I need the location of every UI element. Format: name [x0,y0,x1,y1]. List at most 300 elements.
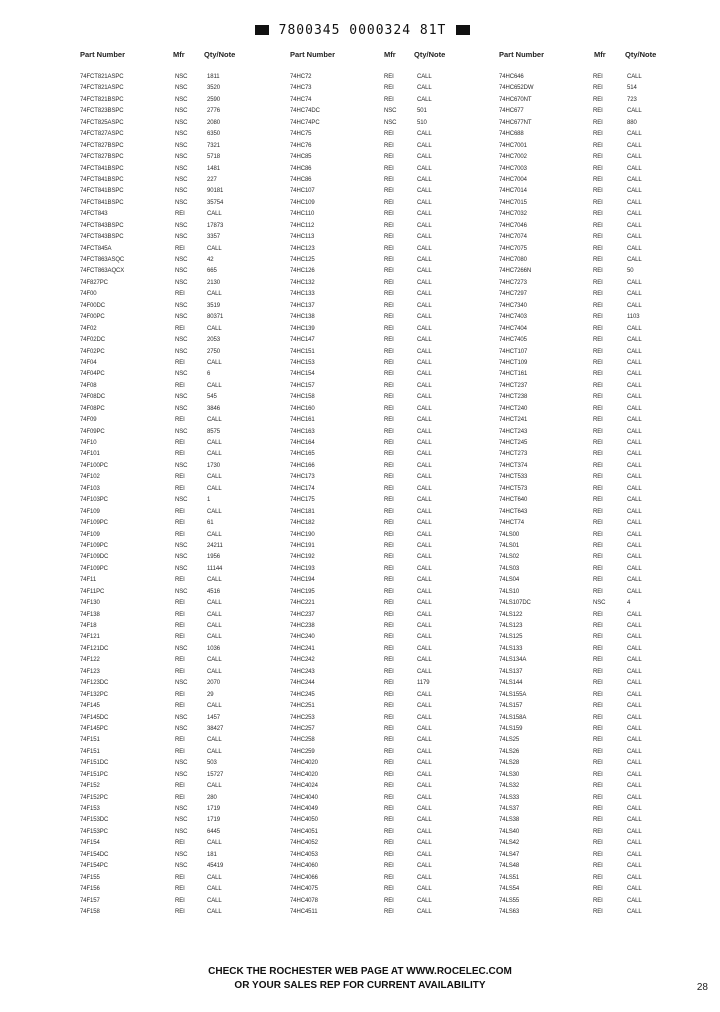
qty-note-cell: CALL [417,657,432,664]
table-row [290,474,460,485]
qty-note-cell: CALL [627,783,642,790]
mfr-cell: REI [593,714,603,721]
qty-note-cell: CALL [207,668,222,675]
table-row [290,74,460,85]
mfr-cell: REI [384,600,394,607]
table-row [80,726,250,737]
mfr-cell: REI [593,325,603,332]
table-row [290,863,460,874]
qty-note-cell: CALL [417,485,432,492]
table-row [290,451,460,462]
part-number-cell: 74HC244 [290,680,315,687]
qty-note-cell: CALL [207,417,222,424]
mfr-cell: NSC [384,108,397,115]
qty-note-cell: CALL [417,760,432,767]
qty-note-cell: 11144 [207,565,223,572]
qty-note-cell: CALL [627,508,642,515]
part-number-cell: 74HC7004 [499,176,527,183]
mfr-cell: REI [593,680,603,687]
mfr-cell: REI [593,245,603,252]
table-row [80,383,250,394]
table-row [80,612,250,623]
part-number-cell: 74HC175 [290,497,315,504]
mfr-cell: REI [593,645,603,652]
qty-note-cell: CALL [417,314,432,321]
part-number-cell: 74F109DC [80,554,109,561]
mfr-cell: REI [384,691,394,698]
qty-note-cell: CALL [417,623,432,629]
mfr-cell: NSC [175,131,188,138]
table-row [290,314,460,325]
qty-note-cell: CALL [417,714,432,721]
part-number-cell: 74HC75 [290,131,312,138]
table-row [290,463,460,474]
mfr-cell: REI [384,199,394,206]
qty-note-cell: CALL [627,760,642,767]
qty-note-cell: 61 [207,520,214,527]
table-row [80,875,250,886]
part-number-cell: 74F18 [80,623,97,629]
part-number-cell: 74HC190 [290,531,315,538]
part-number-cell: 74F153DC [80,817,109,824]
table-row [499,760,669,771]
mfr-cell: REI [384,302,394,309]
part-number-cell: 74FCT827BSPC [80,154,124,161]
mfr-cell: REI [384,794,394,801]
mfr-cell: REI [593,348,603,355]
table-row [80,886,250,897]
part-number-cell: 74LS32 [499,783,520,790]
part-number-cell: 74LS03 [499,565,520,572]
qty-note-cell: 1719 [207,817,220,824]
mfr-cell: REI [175,531,185,538]
mfr-cell: NSC [175,119,188,126]
mfr-cell: REI [384,554,394,561]
table-row [290,97,460,108]
mfr-cell: NSC [175,234,188,241]
part-number-cell: 74F109PC [80,565,108,572]
table-row [499,783,669,794]
part-number-cell: 74HC107 [290,188,315,195]
qty-note-cell: CALL [207,908,222,915]
qty-note-cell: CALL [417,176,432,183]
part-number-cell: 74HC138 [290,314,315,321]
part-number-cell: 74F145PC [80,725,108,732]
qty-note-cell: CALL [627,714,642,721]
mfr-cell: NSC [593,600,606,607]
part-number-cell: 74HC237 [290,611,315,618]
part-number-cell: 74LS159 [499,725,523,732]
qty-note-cell: CALL [417,645,432,652]
qty-note-cell: CALL [627,554,642,561]
part-number-cell: 74HC7015 [499,199,527,206]
qty-note-cell: CALL [417,291,432,298]
table-row [499,589,669,600]
mfr-cell: REI [593,691,603,698]
part-number-cell: 74F827PC [80,279,108,286]
table-row [290,440,460,451]
mfr-cell: NSC [175,279,188,286]
part-number-cell: 74FCT841BSPC [80,199,124,206]
mfr-cell: REI [384,257,394,263]
part-number-cell: 74HCT109 [499,359,528,366]
part-number-cell: 74F153PC [80,828,108,835]
part-number-cell: 74HC7340 [499,302,527,309]
mfr-cell: REI [384,234,394,241]
table-row [290,200,460,211]
part-number-cell: 74HC194 [290,577,315,584]
mfr-cell: NSC [175,394,188,401]
part-number-cell: 74HC4020 [290,771,318,778]
qty-note-cell: CALL [417,737,432,744]
qty-note-cell: CALL [627,623,642,629]
table-row [290,692,460,703]
mfr-cell: REI [593,588,603,595]
qty-note-cell: CALL [627,725,642,732]
table-row [290,246,460,257]
footer-line-2: OR YOUR SALES REP FOR CURRENT AVAILABILITY [234,980,486,991]
qty-note-cell: CALL [207,474,222,481]
qty-note-cell: CALL [417,268,432,275]
part-number-cell: 74FCT843 [80,211,108,218]
part-number-cell: 74HC151 [290,348,315,355]
mfr-cell: NSC [175,851,188,858]
parts-rows [499,74,669,920]
mfr-cell: REI [593,748,603,755]
qty-note-cell: CALL [627,371,642,378]
part-number-cell: 74HC74PC [290,119,320,126]
part-number-cell: 74HC4051 [290,828,318,835]
table-row [80,600,250,611]
qty-note-cell: CALL [627,302,642,309]
part-number-cell: 74HC7080 [499,257,527,263]
table-row [290,898,460,909]
mfr-cell: REI [384,817,394,824]
part-number-cell: 74HC677NT [499,119,532,126]
mfr-cell: REI [593,359,603,366]
column-header [499,50,669,64]
table-row [290,154,460,165]
mfr-cell: REI [593,623,603,629]
part-number-cell: 74F102 [80,474,100,481]
part-number-cell: 74HC4060 [290,863,318,870]
table-row [80,429,250,440]
table-row [290,268,460,279]
table-row [499,657,669,668]
part-number-cell: 74F00PC [80,314,105,321]
part-number-cell: 74LS26 [499,748,520,755]
qty-note-cell: 24211 [207,542,223,549]
table-row [80,177,250,188]
qty-note-cell: CALL [627,691,642,698]
qty-note-cell: CALL [417,497,432,504]
qty-note-cell: CALL [417,897,432,904]
table-row [499,257,669,268]
qty-note-cell: 6350 [207,131,220,138]
part-number-cell: 74HC245 [290,691,315,698]
table-row [499,166,669,177]
qty-note-cell: CALL [627,668,642,675]
part-number-cell: 74F123DC [80,680,109,687]
table-row [499,543,669,554]
mfr-cell: REI [175,474,185,481]
table-row [290,177,460,188]
part-number-cell: 74LS04 [499,577,520,584]
qty-note-cell: 1481 [207,165,220,172]
mfr-cell: REI [384,131,394,138]
table-row [290,589,460,600]
mfr-cell: REI [384,703,394,710]
mfr-cell: REI [175,485,185,492]
part-number-cell: 74FCT843BSPC [80,222,124,229]
mfr-cell: REI [175,874,185,881]
mfr-cell: REI [593,760,603,767]
table-row [499,509,669,520]
table-row [80,589,250,600]
barcode-block-right [456,25,470,35]
qty-note-cell: CALL [417,417,432,424]
header-mfr: Mfr [384,50,396,59]
table-row [80,680,250,691]
table-row [499,875,669,886]
qty-note-cell: 6445 [207,828,220,835]
table-row [290,852,460,863]
table-row [290,726,460,737]
mfr-cell: REI [384,382,394,389]
mfr-cell: REI [384,806,394,812]
mfr-cell: REI [384,748,394,755]
qty-note-cell: CALL [417,302,432,309]
table-row [499,440,669,451]
table-row [80,406,250,417]
qty-note-cell: CALL [627,257,642,263]
table-row [80,74,250,85]
part-number-cell: 74HC670NT [499,96,532,103]
table-row [290,280,460,291]
qty-note-cell: CALL [627,359,642,366]
qty-note-cell: CALL [207,600,222,607]
mfr-cell: NSC [175,680,188,687]
table-row [80,211,250,222]
qty-note-cell: CALL [627,348,642,355]
qty-note-cell: 29 [207,691,214,698]
part-number-cell: 74FCT827ASPC [80,131,124,138]
qty-note-cell: 1103 [627,314,640,321]
qty-note-cell: 2053 [207,337,220,344]
table-row [80,200,250,211]
qty-note-cell: CALL [417,337,432,344]
mfr-cell: REI [593,165,603,172]
mfr-cell: REI [175,508,185,515]
table-row [80,360,250,371]
mfr-cell: REI [384,279,394,286]
qty-note-cell: CALL [627,234,642,241]
qty-note-cell: 1730 [207,462,220,469]
table-row [80,715,250,726]
qty-note-cell: CALL [207,657,222,664]
qty-note-cell: CALL [207,897,222,904]
part-number-cell: 74HC110 [290,211,315,218]
parts-rows [80,74,250,920]
header-part-number: Part Number [80,50,126,59]
table-row [290,657,460,668]
table-row [290,566,460,577]
mfr-cell: REI [175,611,185,618]
qty-note-cell: CALL [417,440,432,446]
qty-note-cell: CALL [627,74,642,80]
part-number-cell: 74LS155A [499,691,527,698]
table-row [80,749,250,760]
mfr-cell: REI [593,440,603,446]
part-number-cell: 74F103 [80,485,100,492]
qty-note-cell: CALL [417,542,432,549]
part-number-cell: 74F109PC [80,542,108,549]
table-row [80,85,250,96]
table-row [80,108,250,119]
table-row [80,669,250,680]
mfr-cell: REI [593,840,603,847]
part-number-cell: 74F154PC [80,863,108,870]
mfr-cell: REI [593,268,603,275]
mfr-cell: REI [384,851,394,858]
mfr-cell: REI [175,634,185,641]
table-row [290,360,460,371]
table-row [80,234,250,245]
table-row [80,737,250,748]
header-part-number: Part Number [499,50,545,59]
table-row [499,829,669,840]
table-row [80,806,250,817]
qty-note-cell: CALL [417,154,432,161]
table-row [290,337,460,348]
qty-note-cell: 5718 [207,154,220,161]
part-number-cell: 74HC257 [290,725,315,732]
part-number-cell: 74HC4078 [290,897,318,904]
parts-rows [290,74,460,920]
qty-note-cell: 35754 [207,199,224,206]
table-row [80,646,250,657]
mfr-cell: REI [175,577,185,584]
table-row [499,577,669,588]
qty-note-cell: 2070 [207,680,220,687]
qty-note-cell: 1956 [207,554,220,561]
mfr-cell: REI [384,337,394,344]
table-row [499,108,669,119]
table-row [499,360,669,371]
part-number-cell: 74LS10 [499,588,520,595]
part-number-cell: 74HCT643 [499,508,528,515]
table-row [290,417,460,428]
mfr-cell: REI [593,451,603,458]
qty-note-cell: CALL [627,577,642,584]
qty-note-cell: CALL [417,279,432,286]
mfr-cell: REI [175,451,185,458]
mfr-cell: REI [175,668,185,675]
part-number-cell: 74F11PC [80,588,105,595]
mfr-cell: NSC [175,176,188,183]
qty-note-cell: 90181 [207,188,224,195]
qty-note-cell: 2750 [207,348,220,355]
qty-note-cell: 1 [207,497,211,504]
part-number-cell: 74F08DC [80,394,105,401]
table-row [80,337,250,348]
table-row [290,257,460,268]
part-number-cell: 74F121 [80,634,100,641]
part-number-cell: 74F122 [80,657,100,664]
table-row [80,257,250,268]
header-qty: Qty/Note [414,50,446,59]
table-row [80,394,250,405]
qty-note-cell: CALL [417,96,432,103]
mfr-cell: REI [593,508,603,515]
qty-note-cell: CALL [627,680,642,687]
part-number-cell: 74HC86 [290,176,312,183]
part-number-cell: 74F04 [80,359,97,366]
part-number-cell: 74HC137 [290,302,315,309]
table-row [499,474,669,485]
qty-note-cell: CALL [207,440,222,446]
qty-note-cell: 4 [627,600,631,607]
mfr-cell: NSC [175,108,188,115]
mfr-cell: REI [175,440,185,446]
part-number-cell: 74FCT863AQCX [80,268,125,275]
mfr-cell: NSC [175,428,188,435]
part-number-cell: 74HCT573 [499,485,528,492]
table-row [290,669,460,680]
mfr-cell: REI [175,291,185,298]
table-row [290,760,460,771]
qty-note-cell: 723 [627,96,637,103]
qty-note-cell: CALL [417,520,432,527]
qty-note-cell: CALL [417,394,432,401]
mfr-cell: REI [593,96,603,103]
qty-note-cell: CALL [417,165,432,172]
qty-note-cell: CALL [627,645,642,652]
qty-note-cell: CALL [627,497,642,504]
qty-note-cell: 3520 [207,85,220,92]
qty-note-cell: 4516 [207,588,220,595]
mfr-cell: REI [593,794,603,801]
qty-note-cell: CALL [627,474,642,481]
mfr-cell: REI [593,485,603,492]
qty-note-cell: 1719 [207,806,220,812]
table-row [80,692,250,703]
table-row [290,497,460,508]
table-row [80,440,250,451]
qty-note-cell: CALL [627,108,642,115]
qty-note-cell: CALL [627,817,642,824]
part-number-cell: 74HC182 [290,520,315,527]
table-row [499,383,669,394]
qty-note-cell: CALL [207,531,222,538]
qty-note-cell: 15727 [207,771,224,778]
mfr-cell: REI [384,508,394,515]
part-number-cell: 74F155 [80,874,100,881]
mfr-cell: NSC [175,96,188,103]
part-number-cell: 74F02 [80,325,97,332]
mfr-cell: REI [384,760,394,767]
mfr-cell: REI [384,497,394,504]
qty-note-cell: CALL [627,211,642,218]
part-number-cell: 74LS63 [499,908,520,915]
part-number-cell: 74FCT845A [80,245,112,252]
qty-note-cell: CALL [207,382,222,389]
mfr-cell: REI [384,657,394,664]
qty-note-cell: CALL [627,634,642,641]
part-number-cell: 74F151DC [80,760,109,767]
mfr-cell: REI [175,886,185,893]
table-row [499,154,669,165]
